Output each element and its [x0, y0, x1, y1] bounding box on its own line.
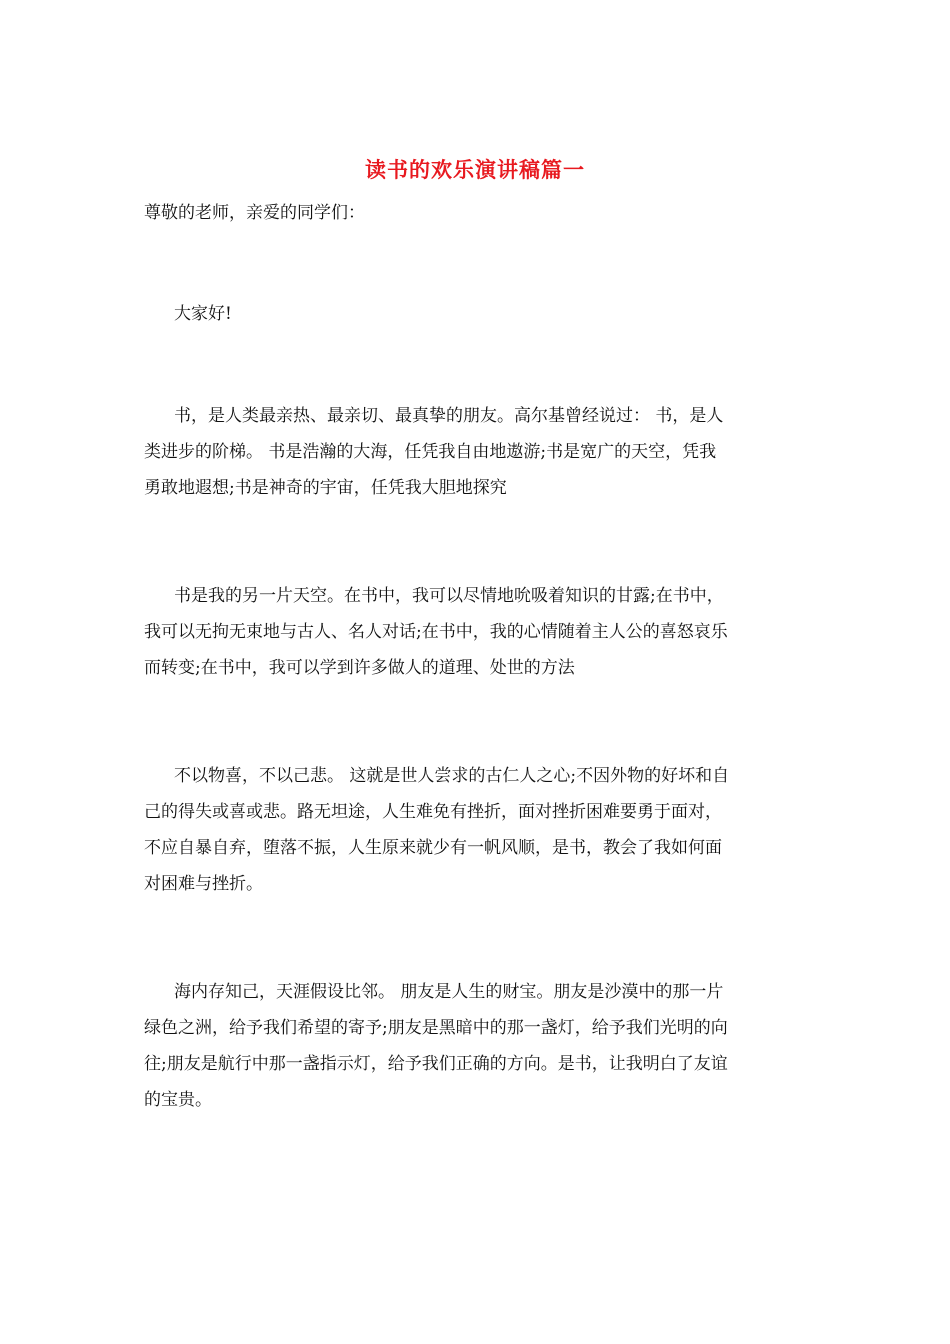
paragraph-line: 的宝贵。: [144, 1090, 212, 1110]
paragraph-line: 海内存知己，天涯假设比邻。 朋友是人生的财宝。朋友是沙漠中的那一片: [174, 982, 724, 1002]
paragraph-setbacks: [144, 758, 809, 902]
paragraph-line: 对困难与挫折。: [144, 874, 263, 894]
paragraph-line: 书，是人类最亲热、最亲切、最真挚的朋友。高尔基曾经说过： 书，是人: [174, 406, 724, 426]
salutation: 尊敬的老师，亲爱的同学们：: [144, 203, 365, 223]
paragraph-books-friends: [144, 398, 809, 506]
paragraph-line: 己的得失或喜或悲。路无坦途，人生难免有挫折，面对挫折困难要勇于面对，: [144, 802, 722, 822]
paragraph-line: 勇敢地遐想;书是神奇的宇宙，任凭我大胆地探究: [144, 478, 507, 498]
paragraph-line: 书是我的另一片天空。在书中，我可以尽情地吮吸着知识的甘露;在书中，: [174, 586, 724, 606]
paragraph-greeting: [144, 296, 809, 332]
paragraph-friendship: [144, 974, 809, 1118]
paragraph-line: 不以物喜，不以己悲。 这就是世人尝求的古仁人之心;不因外物的好坏和自: [174, 766, 730, 786]
paragraph-line: 不应自暴自弃，堕落不振，人生原来就少有一帆风顺，是书，教会了我如何面: [144, 838, 722, 858]
paragraph-line: 而转变;在书中，我可以学到许多做人的道理、处世的方法: [144, 658, 575, 678]
paragraph-line: 类进步的阶梯。 书是浩瀚的大海，任凭我自由地遨游;书是宽广的天空，凭我: [144, 442, 717, 462]
paragraph-line: 我可以无拘无束地与古人、名人对话;在书中，我的心情随着主人公的喜怒哀乐: [144, 622, 728, 642]
paragraph-another-sky: [144, 578, 809, 686]
paragraph-line: 往;朋友是航行中那一盏指示灯，给予我们正确的方向。是书，让我明白了友谊: [144, 1054, 728, 1074]
paragraph-line: 大家好!: [174, 304, 232, 324]
document-title: 读书的欢乐演讲稿篇一: [365, 157, 585, 182]
paragraph-line: 绿色之洲，给予我们希望的寄予;朋友是黑暗中的那一盏灯，给予我们光明的向: [144, 1018, 728, 1038]
